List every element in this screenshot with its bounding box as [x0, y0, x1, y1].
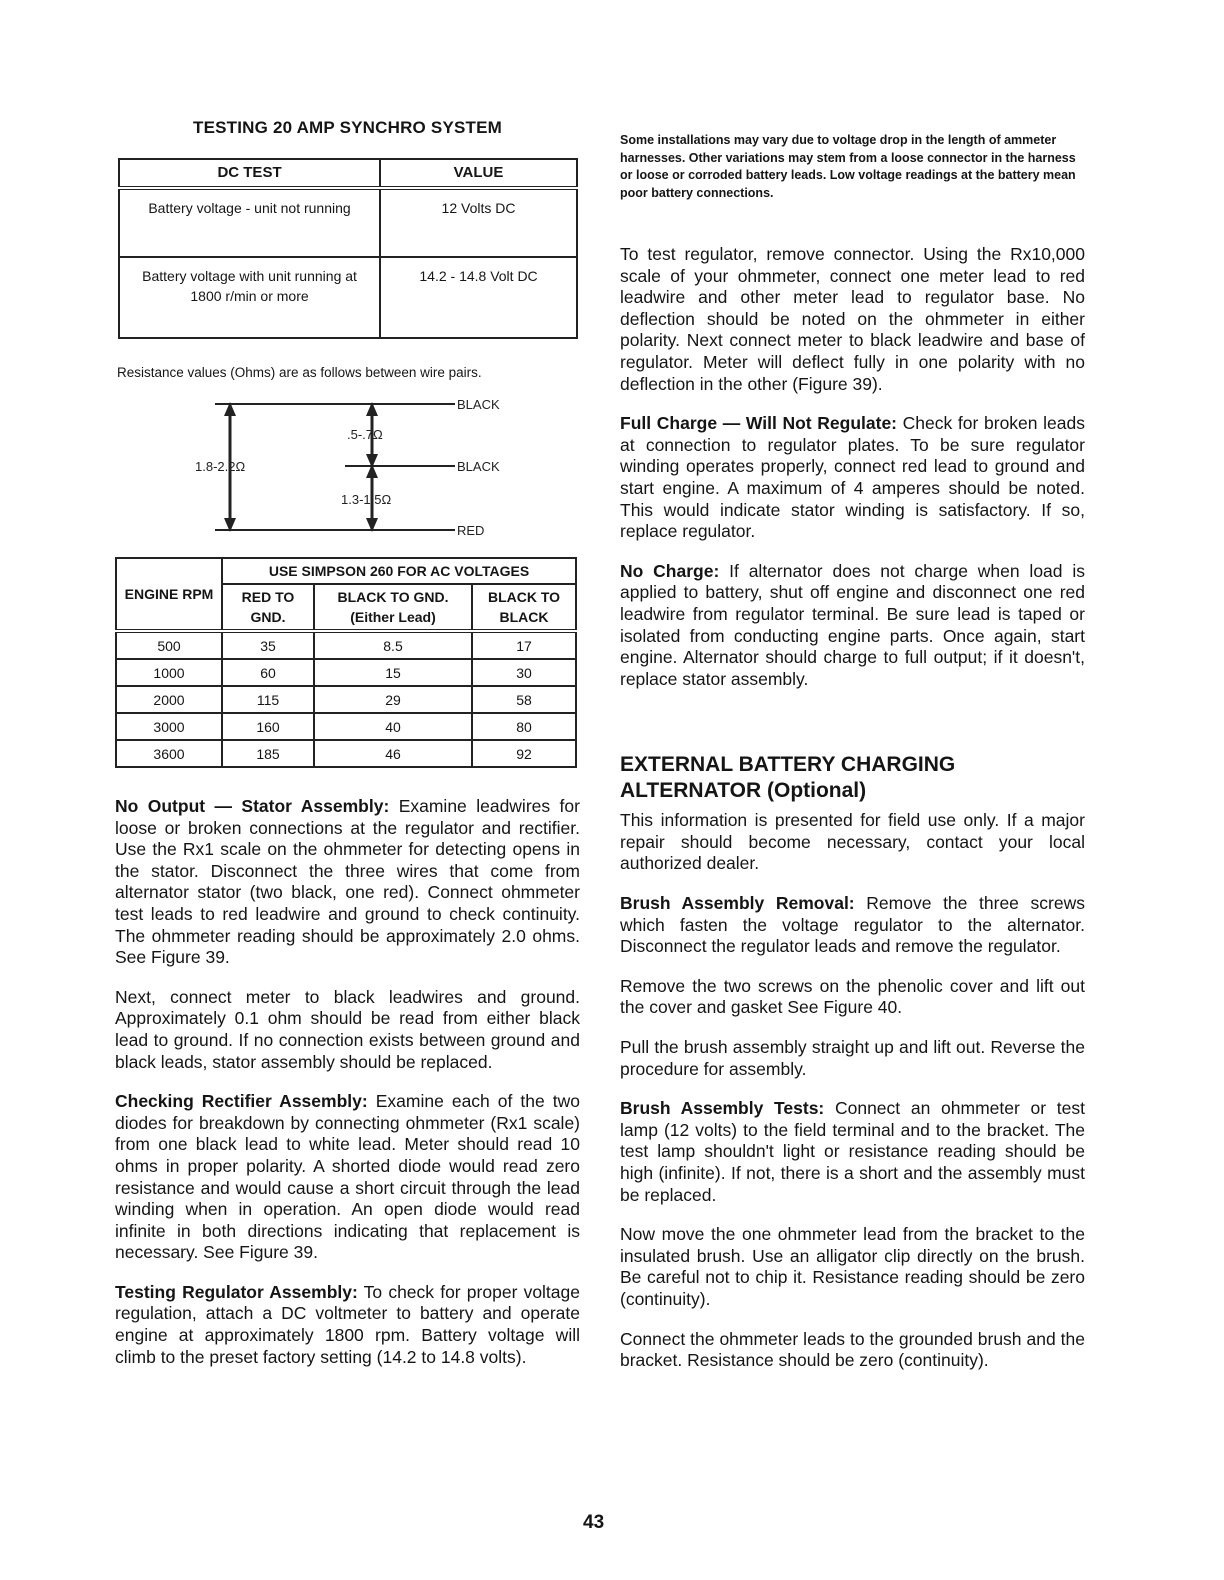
ac-header-engine: ENGINE RPM	[116, 558, 222, 631]
wire-label-red: RED	[457, 523, 485, 538]
resistance-label-top-bottom: 1.8-2.2Ω	[195, 459, 246, 474]
paragraph-black-leadwires	[115, 987, 580, 1073]
wire-label-black-top: BLACK	[457, 397, 500, 412]
paragraph-field-use	[620, 810, 1085, 875]
ac-cell: 17	[472, 631, 576, 659]
paragraph-text: Connect an ohmmeter or test lamp (12 volts) to the field terminal and to the bracket. The test lamp shouldn't light or resistance reading should be high (infinite). If not, there is a short and the assembly must be replaced.	[620, 1098, 1086, 1205]
paragraph-text: Examine leadwires for loose or broken connections at the regulator and rectifier. Use the Rx1 scale on the ohmmeter for detecting opens in the stator. Disconnect the three wires that come from alternator stator (two black, one red). Connect ohmmeter test leads to red leadwire and ground to check continuity. The ohmmeter reading should be approximately 2.0 ohms. See Figure 39.	[115, 796, 580, 968]
paragraph-lead: No Output — Stator Assembly:	[115, 796, 390, 816]
paragraph-text: Remove the two screws on the phenolic cover and lift out the cover and gasket See Figure 40.	[620, 975, 1085, 1018]
paragraph-text: Next, connect meter to black leadwires and ground. Approximately 0.1 ohm should be read from either black lead to ground. If no connection exists between ground and black leads, stator assembly should be replaced.	[115, 986, 580, 1072]
ac-cell: 29	[314, 686, 472, 713]
ac-cell: 58	[472, 686, 576, 713]
paragraph-brush-tests	[620, 1098, 1085, 1206]
paragraph-text: Connect the ohmmeter leads to the grounded brush and the bracket. Resistance should be zero (continuity).	[620, 1328, 1085, 1371]
table-row	[116, 659, 576, 686]
dc-cell: 14.2 - 14.8 Volt DC	[380, 257, 577, 338]
dc-cell: 12 Volts DC	[380, 188, 577, 257]
ac-header-col: RED TO GND.	[222, 584, 314, 631]
dc-cell: Battery voltage with unit running at 1800 r/min or more	[119, 257, 380, 338]
ac-cell: 160	[222, 713, 314, 740]
paragraph-full-charge	[620, 413, 1085, 543]
ac-cell: 35	[222, 631, 314, 659]
ac-cell: 92	[472, 740, 576, 767]
wiring-resistance-diagram	[175, 394, 515, 544]
table-row	[119, 257, 577, 338]
ac-header-col: BLACK TO BLACK	[472, 584, 576, 631]
paragraph-text: Examine each of the two diodes for breakdown by connecting ohmmeter (Rx1 scale) from one black lead to white lead. Meter should read 10 ohms in proper polarity. A shorted diode would read zero resistance and would cause a short circuit through the lead winding when in operation. An open diode would read infinite in both directions indicating that replacement is necessary. See Figure 39.	[115, 1091, 580, 1263]
paragraph-text: Remove the three screws which fasten the voltage regulator to the alternator. Disconnect the regulator leads and remove the regulator.	[620, 893, 1085, 957]
ac-cell: 40	[314, 713, 472, 740]
ac-cell: 185	[222, 740, 314, 767]
dc-header-test: DC TEST	[119, 159, 380, 188]
paragraph-text: To check for proper voltage regulation, attach a DC voltmeter to battery and operate engine at approximately 1800 rpm. Battery voltage will climb to the preset factory setting (14.2 to 14.8 volts).	[115, 1281, 580, 1367]
wire-label-black-mid: BLACK	[457, 459, 500, 474]
ac-cell: 1000	[116, 659, 222, 686]
paragraph-no-charge	[620, 561, 1085, 691]
paragraph-pull-brush	[620, 1037, 1085, 1080]
paragraph-lead: Brush Assembly Removal:	[620, 893, 855, 914]
ac-voltage-table	[115, 557, 577, 768]
ac-cell: 46	[314, 740, 472, 767]
ac-group-header: USE SIMPSON 260 FOR AC VOLTAGES	[222, 558, 576, 584]
ac-cell: 500	[116, 631, 222, 659]
ac-cell: 3600	[116, 740, 222, 767]
paragraph-text: Pull the brush assembly straight up and lift out. Reverse the procedure for assembly.	[620, 1037, 1085, 1079]
paragraph-lead: Checking Rectifier Assembly:	[115, 1091, 368, 1112]
table-row	[119, 188, 577, 257]
paragraph-text: If alternator does not charge when load is applied to battery, shut off engine and disconnect one red leadwire from regulator terminal. Be sure lead is taped or isolated from conducting engine parts. Once again, start engine. Alternator should charge to full output; if it doesn't, replace stator assembly.	[620, 560, 1085, 689]
left-column	[115, 118, 580, 1386]
table-row	[116, 740, 576, 767]
paragraph-text: This information is presented for field use only. If a major repair should become necessary, contact your local authorized dealer.	[620, 810, 1085, 874]
ac-cell: 30	[472, 659, 576, 686]
paragraph-text: To test regulator, remove connector. Using the Rx10,000 scale of your ohmmeter, connect one meter lead to red leadwire and other meter lead to regulator base. No deflection should be noted on the ohmmeter in either polarity. Next connect meter to black leadwire and base of regulator. Meter will deflect fully in one polarity with no deflection in the other (Figure 39).	[620, 244, 1085, 394]
dc-section-title: TESTING 20 AMP SYNCHRO SYSTEM	[192, 118, 503, 137]
ac-cell: 8.5	[314, 631, 472, 659]
dc-test-table	[118, 158, 578, 339]
installation-note: Some installations may vary due to voltage drop in the length of ammeter harnesses. Other variations may stem from a loose connector in the harness or loose or corroded battery leads. Low voltage readings at the battery mean poor battery connections.	[620, 133, 1076, 200]
resistance-note: Resistance values (Ohms) are as follows between wire pairs.	[117, 365, 482, 380]
resistance-label-mid-bottom: 1.3-1.5Ω	[341, 492, 392, 507]
resistance-label-top-mid: .5-.7Ω	[347, 427, 383, 442]
section-heading: EXTERNAL BATTERY CHARGING ALTERNATOR (Optional)	[620, 753, 956, 803]
paragraph-text: Check for broken leads at connection to regulator plates. To be sure regulator winding operates properly, connect red lead to ground and start engine. A maximum of 4 amperes should be noted. This would indicate stator winding is satisfactory. If so, replace regulator.	[620, 413, 1086, 542]
page-number: 43	[583, 1512, 605, 1533]
ac-cell: 2000	[116, 686, 222, 713]
ac-header-col: BLACK TO GND. (Either Lead)	[314, 584, 472, 631]
paragraph-no-output	[115, 796, 580, 969]
table-row	[116, 631, 576, 659]
right-column	[620, 132, 1085, 1390]
paragraph-phenolic-cover	[620, 976, 1085, 1019]
table-row	[116, 713, 576, 740]
ac-cell: 3000	[116, 713, 222, 740]
paragraph-lead: Full Charge — Will Not Regulate:	[620, 413, 898, 434]
ac-cell: 60	[222, 659, 314, 686]
paragraph-regulator	[115, 1282, 580, 1368]
paragraph-lead: No Charge:	[620, 560, 720, 581]
paragraph-rectifier	[115, 1091, 580, 1264]
paragraph-test-regulator	[620, 244, 1085, 395]
ac-cell: 15	[314, 659, 472, 686]
paragraph-lead: Brush Assembly Tests:	[620, 1098, 825, 1119]
ac-cell: 80	[472, 713, 576, 740]
paragraph-text: Now move the one ohmmeter lead from the bracket to the insulated brush. Use an alligator clip directly on the brush. Be careful not to chip it. Resistance reading should be zero (continuity).	[620, 1224, 1085, 1309]
paragraph-grounded-brush	[620, 1329, 1085, 1372]
paragraph-insulated-brush	[620, 1224, 1085, 1310]
dc-cell: Battery voltage - unit not running	[119, 188, 380, 257]
paragraph-lead: Testing Regulator Assembly:	[115, 1281, 358, 1302]
dc-header-value: VALUE	[380, 159, 577, 188]
ac-cell: 115	[222, 686, 314, 713]
paragraph-brush-removal	[620, 893, 1085, 958]
table-row	[116, 686, 576, 713]
